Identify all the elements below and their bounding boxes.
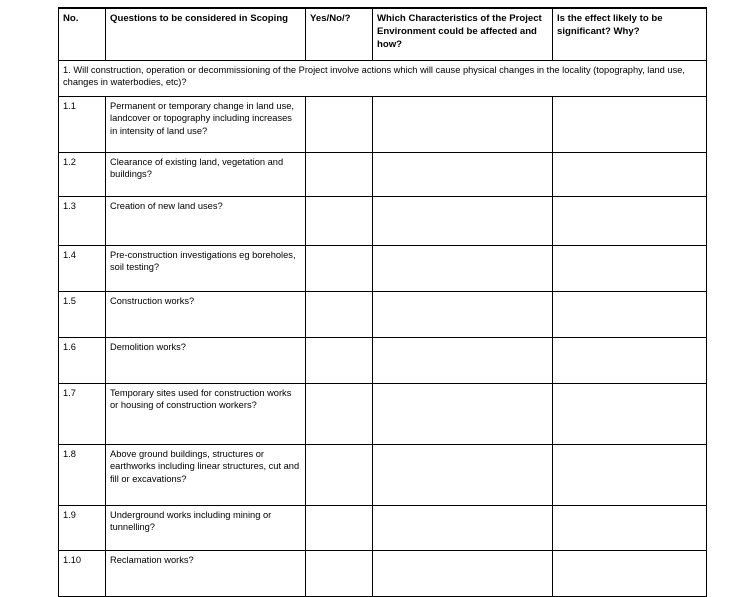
row-effect-1-2[interactable]	[553, 153, 707, 197]
table-body	[59, 61, 707, 597]
table-row	[59, 338, 707, 384]
row-effect-1-5[interactable]	[553, 292, 707, 338]
row-question-1-1: Permanent or temporary change in land use, landcover or topography including increases in intensity of land use?	[106, 97, 306, 153]
row-effect-1-4[interactable]	[553, 246, 707, 292]
row-yesno-1-10[interactable]	[306, 551, 373, 597]
row-character-1-2[interactable]	[373, 153, 553, 197]
row-question-1-7: Temporary sites used for construction works or housing of construction workers?	[106, 384, 306, 445]
table-header-row	[59, 8, 707, 61]
row-question-1-4: Pre-construction investigations eg boreholes, soil testing?	[106, 246, 306, 292]
row-yesno-1-3[interactable]	[306, 197, 373, 246]
row-effect-1-3[interactable]	[553, 197, 707, 246]
row-effect-1-8[interactable]	[553, 445, 707, 506]
row-effect-1-1[interactable]	[553, 97, 707, 153]
table-row	[59, 384, 707, 445]
table-row	[59, 197, 707, 246]
row-question-1-8: Above ground buildings, structures or earthworks including linear structures, cut and fill or excavations?	[106, 445, 306, 506]
row-effect-1-7[interactable]	[553, 384, 707, 445]
column-header-question: Questions to be considered in Scoping	[106, 8, 306, 61]
row-question-1-6: Demolition works?	[106, 338, 306, 384]
row-effect-1-10[interactable]	[553, 551, 707, 597]
row-yesno-1-4[interactable]	[306, 246, 373, 292]
row-number-1-9: 1.9	[59, 506, 106, 551]
row-yesno-1-9[interactable]	[306, 506, 373, 551]
table-row	[59, 292, 707, 338]
table-row	[59, 551, 707, 597]
row-question-1-2: Clearance of existing land, vegetation and buildings?	[106, 153, 306, 197]
row-character-1-8[interactable]	[373, 445, 553, 506]
row-number-1-10: 1.10	[59, 551, 106, 597]
column-header-character: Which Characteristics of the Project Environment could be affected and how?	[373, 8, 553, 61]
row-character-1-3[interactable]	[373, 197, 553, 246]
row-number-1-6: 1.6	[59, 338, 106, 384]
row-number-1-4: 1.4	[59, 246, 106, 292]
row-question-1-10: Reclamation works?	[106, 551, 306, 597]
row-number-1-8: 1.8	[59, 445, 106, 506]
row-effect-1-6[interactable]	[553, 338, 707, 384]
row-yesno-1-5[interactable]	[306, 292, 373, 338]
row-character-1-1[interactable]	[373, 97, 553, 153]
table-row	[59, 445, 707, 506]
column-header-effect: Is the effect likely to be significant? Why?	[553, 8, 707, 61]
row-question-1-5: Construction works?	[106, 292, 306, 338]
column-header-no: No.	[59, 8, 106, 61]
table-row	[59, 153, 707, 197]
section-heading-1: 1. Will construction, operation or decommissioning of the Project involve actions which will cause physical changes in the locality (topography, land use, changes in waterbodies, etc)?	[59, 61, 707, 97]
table-header	[59, 8, 707, 61]
row-yesno-1-8[interactable]	[306, 445, 373, 506]
row-number-1-7: 1.7	[59, 384, 106, 445]
table-row	[59, 506, 707, 551]
column-header-yesno: Yes/No/?	[306, 8, 373, 61]
section-heading-row	[59, 61, 707, 97]
row-yesno-1-6[interactable]	[306, 338, 373, 384]
table-row	[59, 246, 707, 292]
row-number-1-2: 1.2	[59, 153, 106, 197]
row-number-1-3: 1.3	[59, 197, 106, 246]
row-yesno-1-7[interactable]	[306, 384, 373, 445]
row-number-1-5: 1.5	[59, 292, 106, 338]
scoping-checklist-table	[58, 7, 707, 597]
row-character-1-5[interactable]	[373, 292, 553, 338]
row-number-1-1: 1.1	[59, 97, 106, 153]
row-question-1-3: Creation of new land uses?	[106, 197, 306, 246]
row-character-1-10[interactable]	[373, 551, 553, 597]
row-yesno-1-2[interactable]	[306, 153, 373, 197]
row-effect-1-9[interactable]	[553, 506, 707, 551]
row-question-1-9: Underground works including mining or tunnelling?	[106, 506, 306, 551]
row-character-1-9[interactable]	[373, 506, 553, 551]
row-yesno-1-1[interactable]	[306, 97, 373, 153]
table-row	[59, 97, 707, 153]
row-character-1-4[interactable]	[373, 246, 553, 292]
row-character-1-6[interactable]	[373, 338, 553, 384]
row-character-1-7[interactable]	[373, 384, 553, 445]
